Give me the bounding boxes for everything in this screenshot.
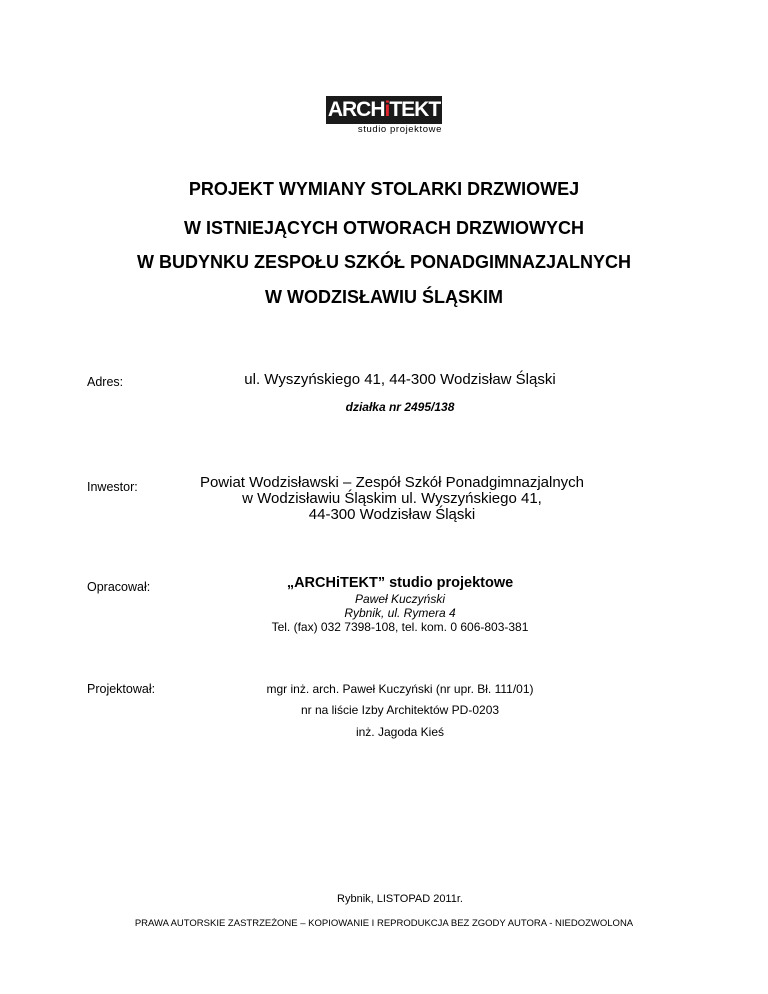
title-line-4: W WODZISŁAWIU ŚLĄSKIM bbox=[265, 287, 503, 307]
copyright-notice: PRAWA AUTORSKIE ZASTRZEŻONE – KOPIOWANIE I REPRODUKCJA BEZ ZGODY AUTORA - NIEDOZWOLONA bbox=[134, 918, 634, 929]
logo-wordmark bbox=[326, 96, 442, 124]
designer-line-3: inż. Jagoda Kieś bbox=[355, 725, 445, 739]
investor-line-1: Powiat Wodzisławski – Zespół Szkół Ponadgimnazjalnych bbox=[199, 474, 585, 491]
prepared-address: Rybnik, ul. Rymera 4 bbox=[344, 606, 456, 620]
investor-line-3: 44-300 Wodzisław Śląski bbox=[308, 506, 476, 523]
title-line-1: PROJEKT WYMIANY STOLARKI DRZWIOWEJ bbox=[188, 179, 580, 199]
address-label: Adres: bbox=[87, 375, 124, 389]
logo-accent: i bbox=[384, 98, 390, 121]
designer-line-1: mgr inż. arch. Paweł Kuczyński (nr upr. Bł. 111/01) bbox=[266, 682, 534, 696]
investor-label: Inwestor: bbox=[87, 480, 138, 494]
prepared-phone: Tel. (fax) 032 7398-108, tel. kom. 0 606-803-381 bbox=[271, 620, 529, 634]
logo-suffix: TEKT bbox=[389, 98, 441, 121]
place-date: Rybnik, LISTOPAD 2011r. bbox=[337, 893, 463, 905]
designer-label: Projektował: bbox=[87, 682, 156, 696]
title-line-2: W ISTNIEJĄCYCH OTWORACH DRZWIOWYCH bbox=[184, 218, 584, 238]
logo-subtitle: studio projektowe bbox=[357, 124, 442, 135]
parcel-number: działka nr 2495/138 bbox=[345, 400, 455, 414]
prepared-company: „ARCHiTEKT” studio projektowe bbox=[286, 575, 514, 591]
address-value: ul. Wyszyńskiego 41, 44-300 Wodzisław Śląski bbox=[244, 371, 556, 388]
company-logo bbox=[326, 96, 442, 136]
title-line-3: W BUDYNKU ZESPOŁU SZKÓŁ PONADGIMNAZJALNYCH bbox=[137, 252, 631, 272]
prepared-label: Opracował: bbox=[87, 580, 151, 594]
logo-prefix: ARCH bbox=[327, 98, 385, 121]
investor-line-2: w Wodzisławiu Śląskim ul. Wyszyńskiego 41, bbox=[242, 490, 542, 507]
designer-line-2: nr na liście Izby Architektów PD-0203 bbox=[300, 703, 500, 717]
prepared-person: Paweł Kuczyński bbox=[354, 592, 446, 606]
